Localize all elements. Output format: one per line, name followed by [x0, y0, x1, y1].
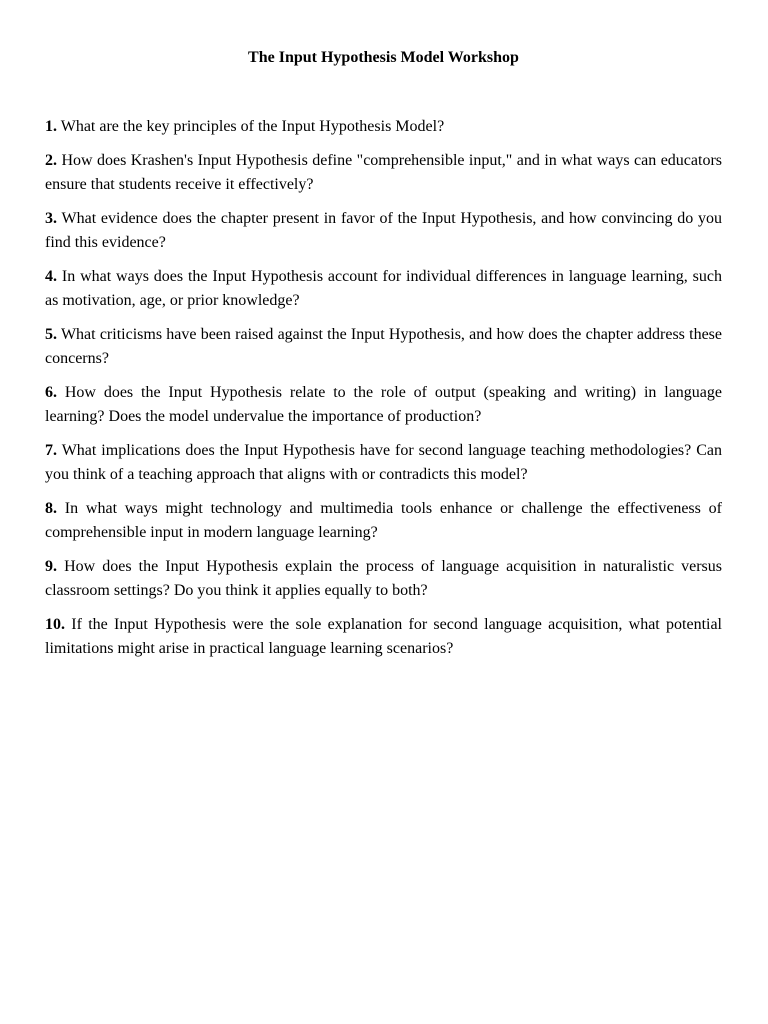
question-item: [45, 149, 722, 197]
question-item: [45, 555, 722, 603]
question-item: [45, 613, 722, 661]
question-text: What criticisms have been raised against the Input Hypothesis, and how does the chapter address these concerns?: [45, 326, 723, 367]
question-text: What are the key principles of the Input Hypothesis Model?: [60, 118, 445, 135]
question-item: [45, 115, 722, 139]
question-item: [45, 439, 722, 487]
question-text: How does the Input Hypothesis relate to the role of output (speaking and writing) in language learning? Does the model undervalue the importance of production?: [45, 384, 723, 425]
question-number: 4.: [45, 268, 57, 285]
question-item: [45, 497, 722, 545]
question-number: 8.: [45, 500, 57, 517]
question-text: If the Input Hypothesis were the sole explanation for second language acquisition, what potential limitations might arise in practical language learning scenarios?: [45, 616, 723, 657]
question-text: How does Krashen's Input Hypothesis define "comprehensible input," and in what ways can educators ensure that students receive it effectively?: [45, 152, 722, 193]
question-text: In what ways might technology and multimedia tools enhance or challenge the effectiveness of comprehensible input in modern language learning?: [45, 500, 723, 541]
question-list: [45, 115, 722, 661]
question-number: 9.: [45, 558, 57, 575]
question-number: 3.: [45, 210, 57, 227]
question-text: What implications does the Input Hypothesis have for second language teaching methodologies? Can you think of a teaching approach that aligns with or contradicts this model?: [45, 442, 723, 483]
question-text: In what ways does the Input Hypothesis account for individual differences in language learning, such as motivation, age, or prior knowledge?: [45, 268, 723, 309]
question-number: 6.: [45, 384, 57, 401]
question-item: [45, 381, 722, 429]
question-text: How does the Input Hypothesis explain the process of language acquisition in naturalistic versus classroom settings? Do you think it applies equally to both?: [45, 558, 723, 599]
question-text: What evidence does the chapter present in favor of the Input Hypothesis, and how convincing do you find this evidence?: [45, 210, 722, 251]
question-number: 10.: [45, 616, 65, 633]
question-item: [45, 207, 722, 255]
page-title: The Input Hypothesis Model Workshop: [248, 49, 519, 66]
question-number: 5.: [45, 326, 57, 343]
question-item: [45, 265, 722, 313]
question-number: 7.: [45, 442, 57, 459]
document-page: [45, 46, 722, 671]
question-item: [45, 323, 722, 371]
question-number: 2.: [45, 152, 57, 169]
question-number: 1.: [45, 118, 57, 135]
